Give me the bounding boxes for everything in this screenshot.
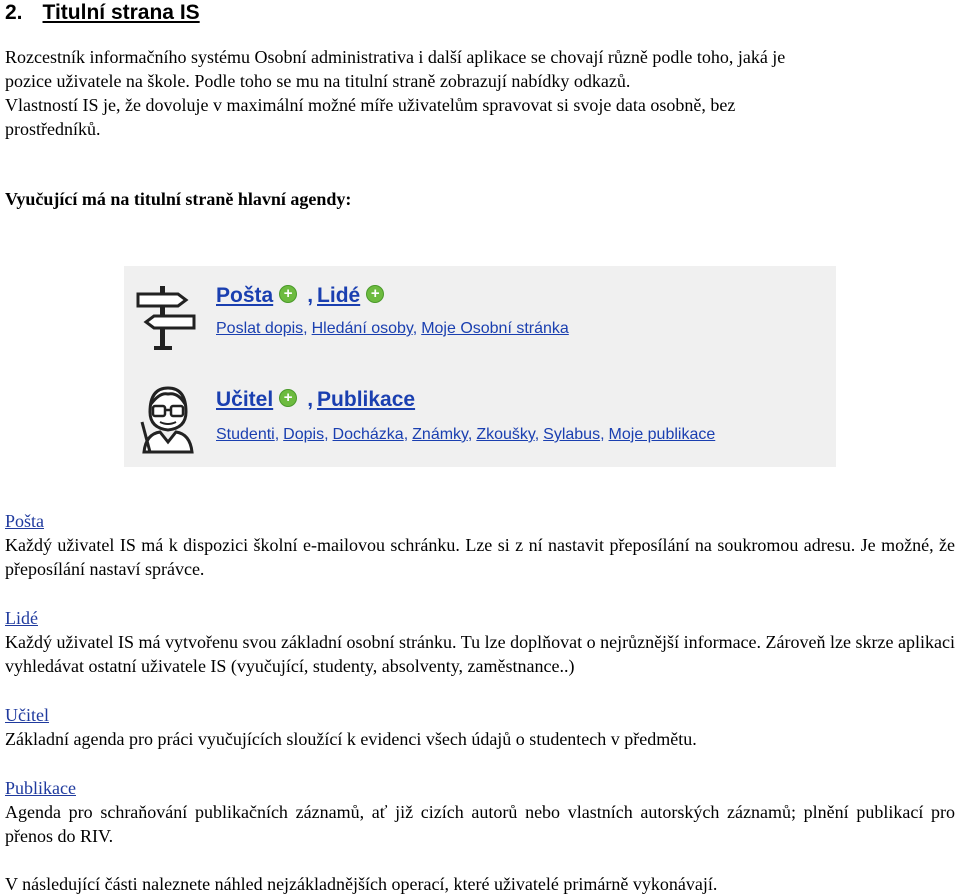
section-title: Učitel bbox=[5, 705, 49, 725]
dopis-link[interactable]: Dopis bbox=[283, 426, 325, 443]
separator: , bbox=[467, 426, 473, 443]
section-text: Agenda pro schraňování publikačních záznamů, ať již cizích autorů nebo vlastních autorských záznamů; plnění publikací pro přenos do RIV. bbox=[5, 802, 955, 846]
section-heading bbox=[5, 0, 955, 26]
add-lide-icon[interactable]: + bbox=[366, 285, 384, 303]
heading-number: 2. bbox=[5, 1, 23, 24]
row1-links bbox=[216, 284, 390, 308]
separator: , bbox=[403, 426, 409, 443]
moje-osobni-stranka-link[interactable]: Moje Osobní stránka bbox=[421, 320, 569, 337]
ucitel-link[interactable]: Učitel bbox=[216, 388, 274, 411]
lide-link[interactable]: Lidé bbox=[317, 284, 361, 307]
separator: , bbox=[412, 320, 418, 337]
section-publikace bbox=[5, 776, 955, 848]
portal-screenshot bbox=[124, 266, 836, 467]
signpost-icon bbox=[134, 282, 198, 352]
row2-links bbox=[216, 388, 415, 412]
separator: , bbox=[274, 426, 280, 443]
studenti-link[interactable]: Studenti bbox=[216, 426, 275, 443]
row1-sublinks bbox=[216, 319, 569, 339]
section-title: Publikace bbox=[5, 778, 76, 798]
separator: , bbox=[534, 426, 540, 443]
posta-link[interactable]: Pošta bbox=[216, 284, 274, 307]
separator: , bbox=[600, 426, 605, 443]
document-page bbox=[5, 0, 955, 211]
add-ucitel-icon[interactable]: + bbox=[279, 389, 297, 407]
znamky-link[interactable]: Známky bbox=[412, 426, 468, 443]
zkousky-link[interactable]: Zkoušky bbox=[476, 426, 535, 443]
separator: , bbox=[307, 388, 314, 411]
separator: , bbox=[324, 426, 329, 443]
section-lide bbox=[5, 606, 955, 678]
moje-publikace-link[interactable]: Moje publikace bbox=[608, 426, 716, 443]
intro-line: Rozcestník informačního systému Osobní administrativa i další aplikace se chovají různě podle toho, jaká je bbox=[5, 47, 786, 67]
hledani-osoby-link[interactable]: Hledání osoby bbox=[311, 320, 413, 337]
row2-sublinks bbox=[216, 425, 715, 445]
intro-line: pozice uživatele na škole. Podle toho se mu na titulní straně zobrazují nabídky odkazů. bbox=[5, 71, 631, 91]
lead-text: Vyučující má na titulní straně hlavní agendy: bbox=[5, 189, 352, 209]
closing-paragraph: V následující části naleznete náhled nejzákladnějších operací, které uživatelé primárně vykonávají. bbox=[5, 874, 718, 894]
section-text: Každý uživatel IS má k dispozici školní e-mailovou schránku. Lze si z ní nastavit přeposílání na soukromou adresu. Je možné, že přeposílání nastaví správce. bbox=[5, 535, 955, 579]
section-title: Lidé bbox=[5, 608, 38, 628]
sylabus-link[interactable]: Sylabus bbox=[543, 426, 601, 443]
intro-line: Vlastností IS je, že dovoluje v maximální možné míře uživatelům spravovat si svoje data osobně, bez bbox=[5, 95, 736, 115]
intro-line: prostředníků. bbox=[5, 119, 101, 139]
section-ucitel bbox=[5, 703, 955, 751]
publikace-link[interactable]: Publikace bbox=[317, 388, 416, 411]
section-text: Základní agenda pro práci vyučujících sloužící k evidenci všech údajů o studentech v předmětu. bbox=[5, 729, 697, 749]
separator: , bbox=[303, 320, 308, 337]
section-title: Pošta bbox=[5, 511, 45, 531]
heading-title: Titulní strana IS bbox=[42, 1, 200, 24]
dochazka-link[interactable]: Docházka bbox=[332, 426, 404, 443]
section-text: Každý uživatel IS má vytvořenu svou základní osobní stránku. Tu lze doplňovat o nejrůznější informace. Zároveň lze skrze aplikaci vyhledávat ostatní uživatele IS (vyučující, studenty, absolventy, zaměstnance..) bbox=[5, 632, 955, 676]
section-posta bbox=[5, 509, 955, 581]
separator: , bbox=[307, 284, 314, 307]
poslat-dopis-link[interactable]: Poslat dopis bbox=[216, 320, 304, 337]
add-posta-icon[interactable]: + bbox=[279, 285, 297, 303]
teacher-icon bbox=[138, 382, 198, 454]
intro-paragraph bbox=[5, 45, 955, 141]
